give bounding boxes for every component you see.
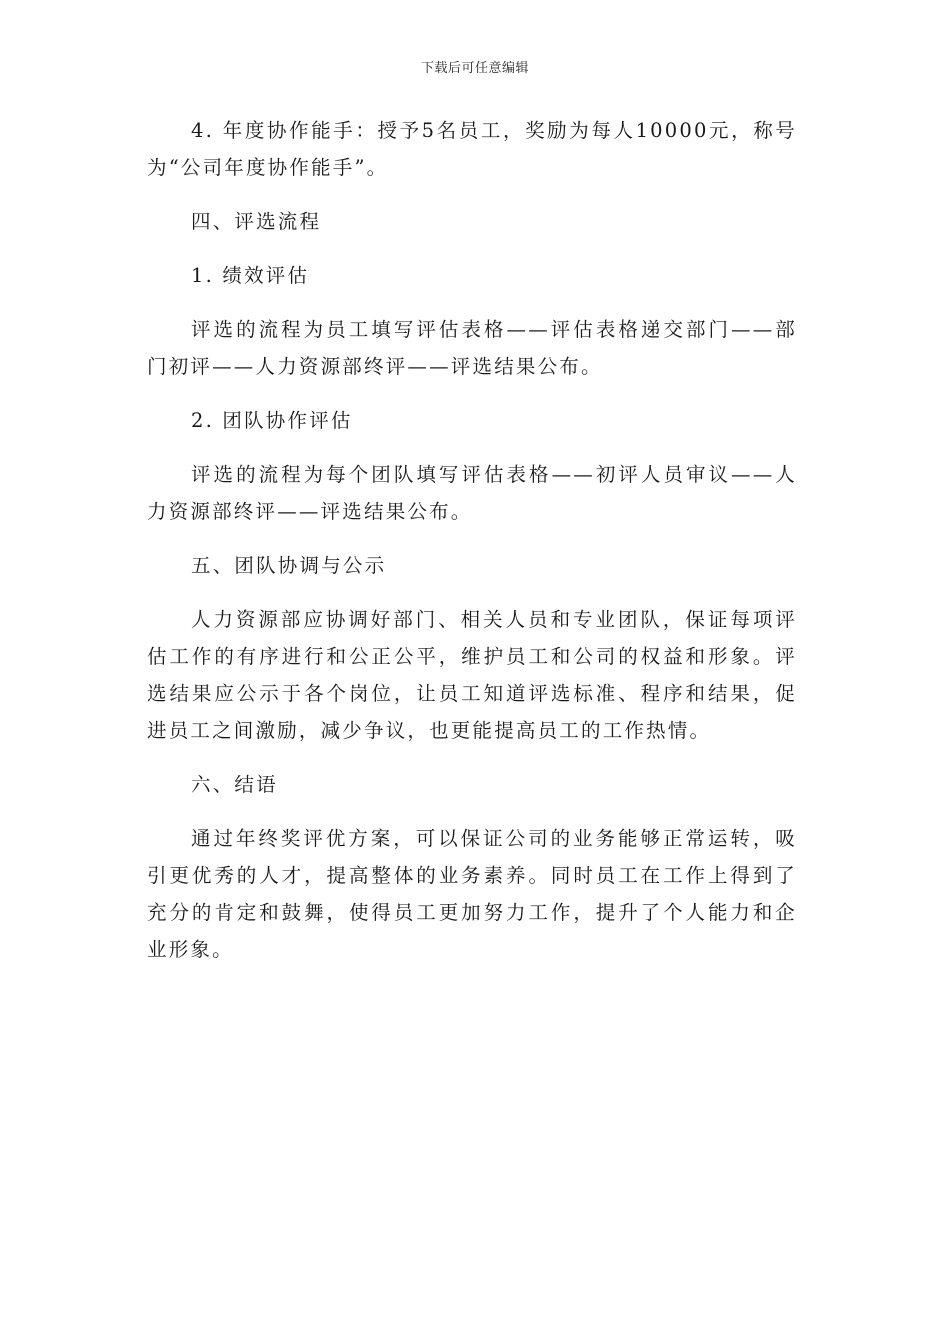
- paragraph-coordination: 人力资源部应协调好部门、相关人员和专业团队，保证每项评估工作的有序进行和公正公平，维护员工和公司的权益和形象。评选结果应公示于各个岗位，让员工知道评选标准、程序和结果，促进员工之间激励，减少争议，也更能提高员工的工作热情。: [147, 608, 797, 742]
- section-heading-coordination: 五、团队协调与公示: [191, 554, 387, 577]
- section-heading-conclusion: 六、结语: [191, 773, 278, 796]
- section-heading-selection-process: 四、评选流程: [191, 210, 322, 233]
- paragraph-conclusion: 通过年终奖评优方案，可以保证公司的业务能够正常运转，吸引更优秀的人才，提高整体的业务素养。同时员工在工作上得到了充分的肯定和鼓舞，使得员工更加努力工作，提升了个人能力和企业形象。: [147, 827, 797, 961]
- subheading-team-evaluation: 2. 团队协作评估: [191, 409, 353, 432]
- page-header: 下载后可任意编辑: [420, 61, 529, 76]
- paragraph-performance-process: 评选的流程为员工填写评估表格——评估表格递交部门——部门初评——人力资源部终评——评选结果公布。: [147, 318, 797, 378]
- subheading-performance-evaluation: 1. 绩效评估: [191, 264, 310, 287]
- document-body: [147, 112, 797, 968]
- paragraph-team-process: 评选的流程为每个团队填写评估表格——初评人员审议——人力资源部终评——评选结果公布。: [147, 463, 797, 523]
- paragraph-award-4: 4. 年度协作能手：授予5名员工，奖励为每人10000元，称号为“公司年度协作能手”。: [147, 119, 797, 179]
